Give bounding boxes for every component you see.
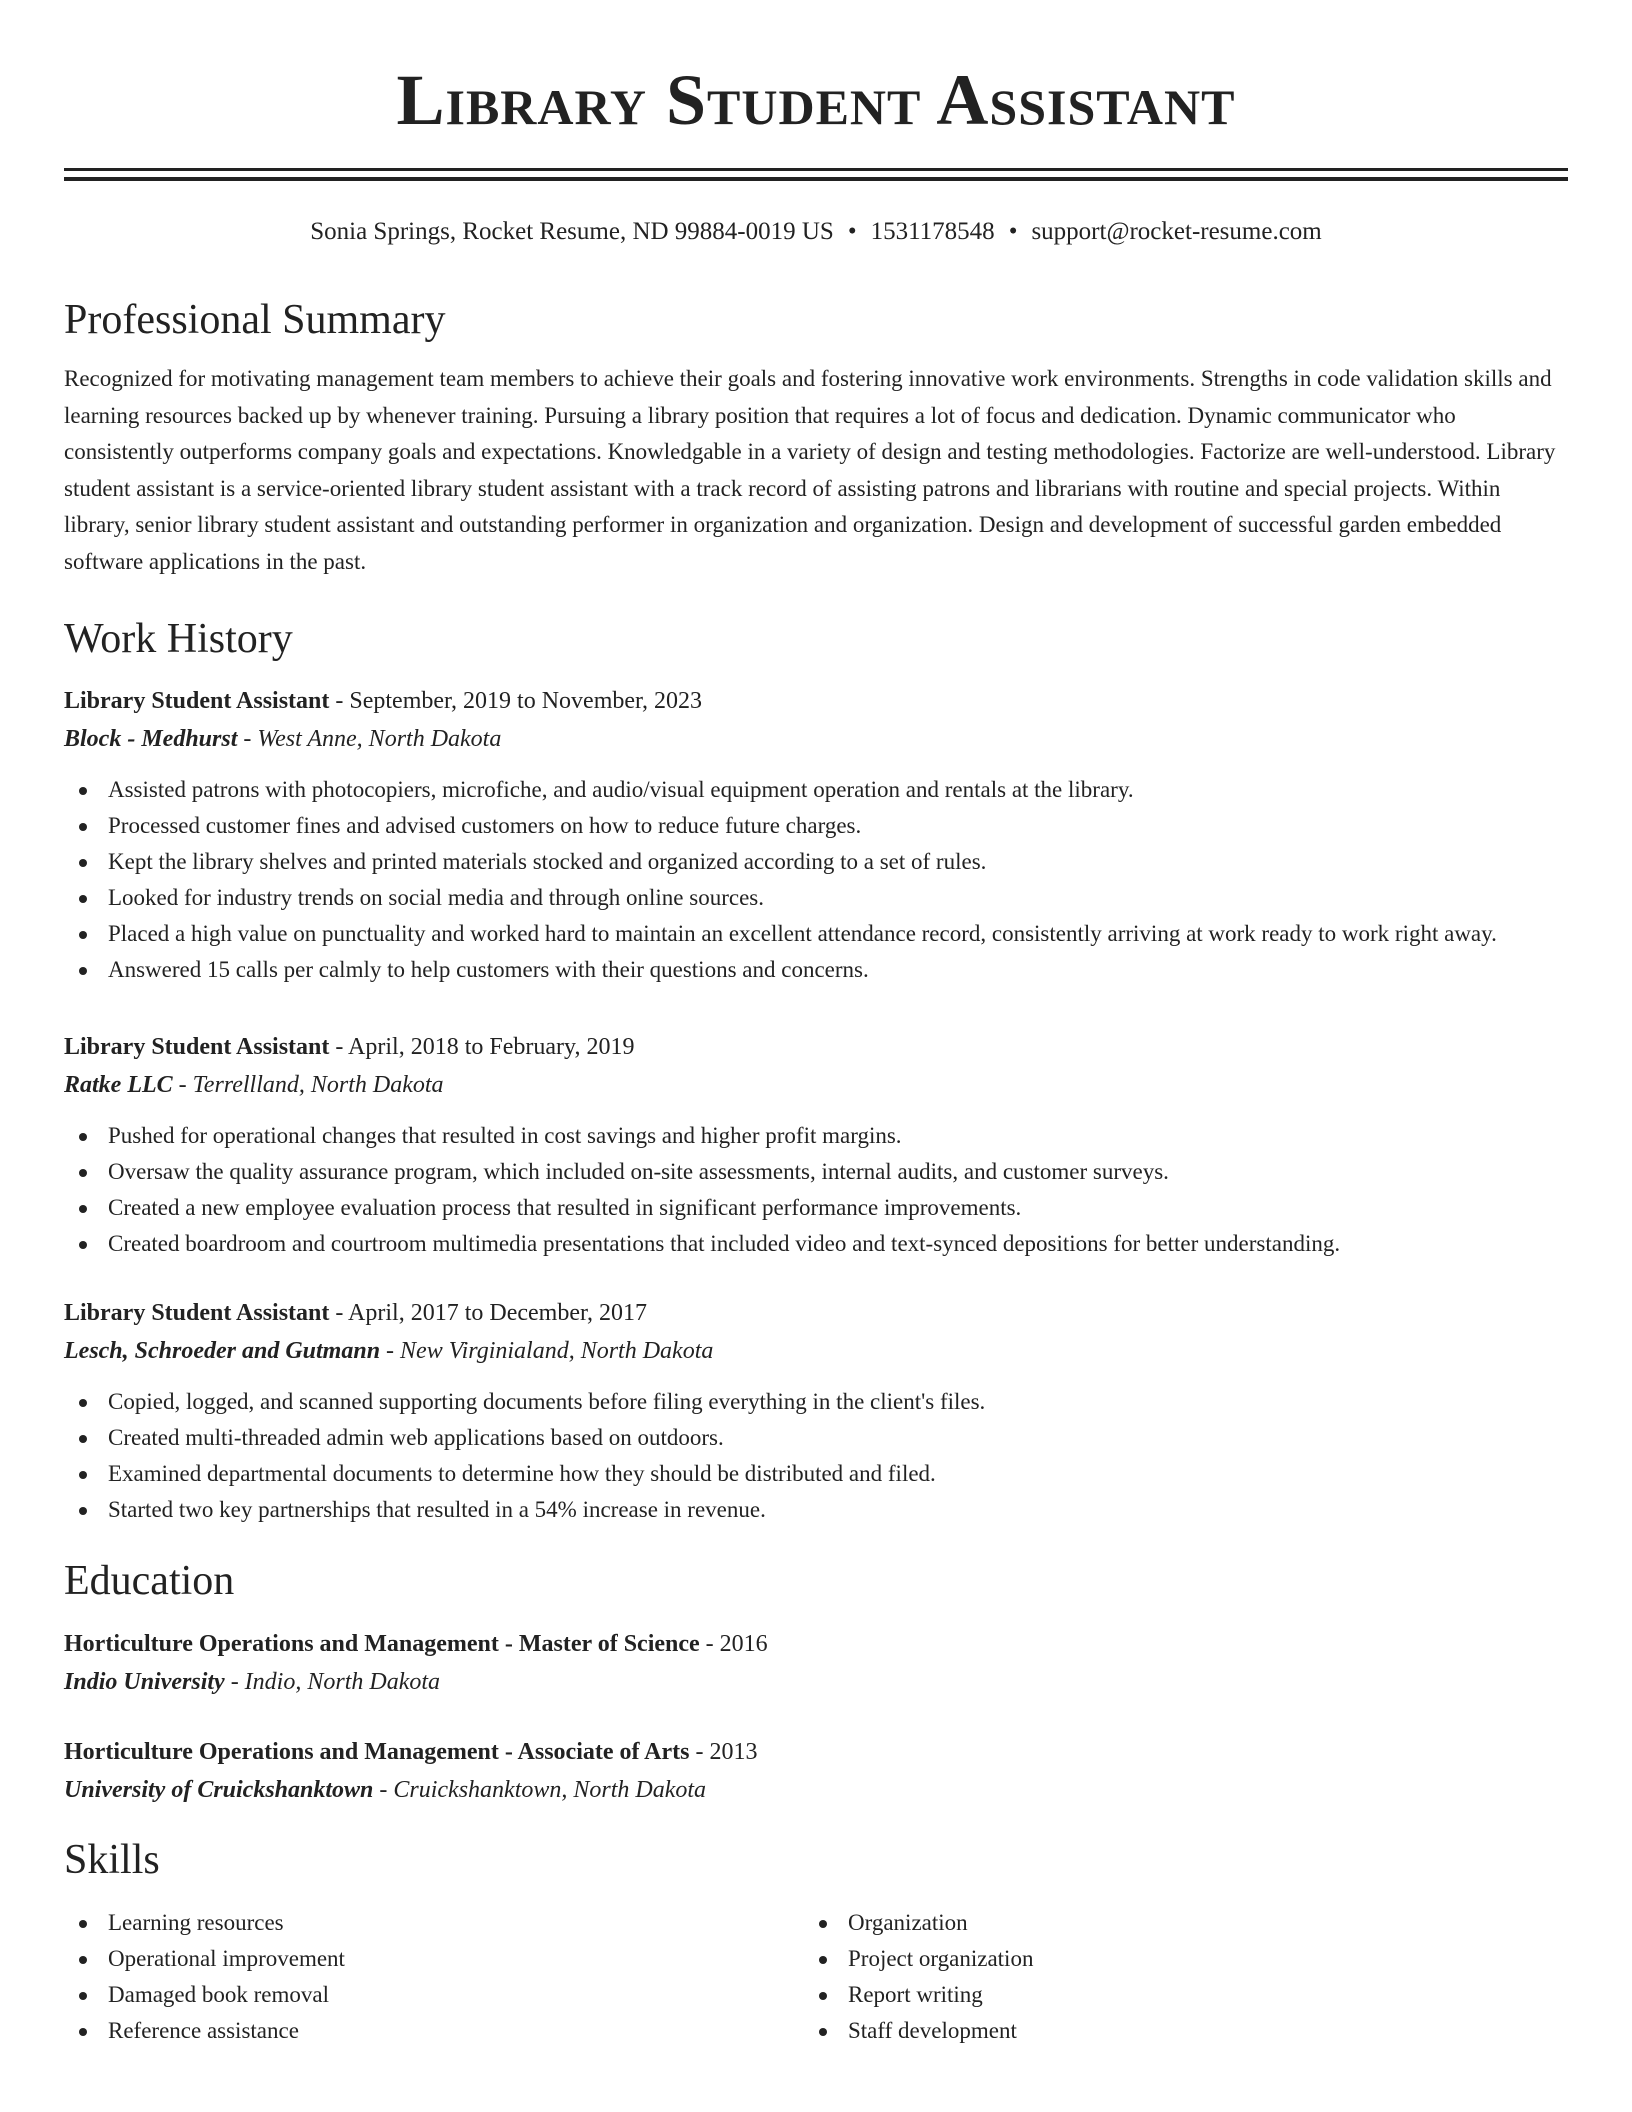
- skill-item: Project organization: [804, 1941, 1544, 1977]
- job-bullets: [64, 1118, 1568, 1262]
- job-location: - West Anne, North Dakota: [237, 726, 502, 753]
- education-degree-line: [64, 1733, 1568, 1771]
- section-heading-education: Education: [64, 1558, 235, 1605]
- education-year: - 2016: [699, 1630, 768, 1657]
- job-location: - New Virginialand, North Dakota: [380, 1338, 714, 1365]
- section-heading-skills: Skills: [64, 1836, 160, 1883]
- job-entry: [64, 1028, 1568, 1262]
- job-company-line: [64, 1332, 1568, 1370]
- skill-item: Reference assistance: [64, 2013, 804, 2049]
- skill-item: Staff development: [804, 2013, 1544, 2049]
- list-item: Answered 15 calls per calmly to help customers with their questions and concerns.: [64, 952, 1568, 988]
- job-title: Library Student Assistant: [64, 1034, 330, 1061]
- section-heading-summary: Professional Summary: [64, 297, 446, 343]
- title-rule-top: [64, 168, 1568, 171]
- skills-list-right: [804, 1905, 1544, 2049]
- contact-address: Sonia Springs, Rocket Resume, ND 99884-0019 US: [310, 218, 834, 245]
- skill-item: Operational improvement: [64, 1941, 804, 1977]
- education-year: - 2013: [689, 1738, 758, 1765]
- education-school: University of Cruickshanktown: [64, 1776, 374, 1803]
- job-dates: - April, 2018 to February, 2019: [329, 1034, 635, 1061]
- skill-item: Damaged book removal: [64, 1977, 804, 2013]
- list-item: Created multi-threaded admin web applications based on outdoors.: [64, 1420, 1568, 1456]
- list-item: Looked for industry trends on social media and through online sources.: [64, 880, 1568, 916]
- job-title-line: [64, 1294, 1568, 1332]
- education-location: - Cruickshanktown, North Dakota: [373, 1776, 707, 1803]
- job-title: Library Student Assistant: [64, 688, 330, 715]
- list-item: Placed a high value on punctuality and worked hard to maintain an excellent attendance record, consistently arriving at work ready to work right away.: [64, 916, 1568, 952]
- education-degree-line: [64, 1625, 1568, 1663]
- job-bullets: [64, 772, 1568, 988]
- job-title-line: [64, 1028, 1568, 1066]
- list-item: Pushed for operational changes that resulted in cost savings and higher profit margins.: [64, 1118, 1568, 1154]
- list-item: Examined departmental documents to determine how they should be distributed and filed.: [64, 1456, 1568, 1492]
- list-item: Created a new employee evaluation process that resulted in significant performance improvements.: [64, 1190, 1568, 1226]
- job-dates: - April, 2017 to December, 2017: [329, 1300, 648, 1327]
- section-heading-work-history: Work History: [64, 616, 293, 663]
- job-bullets: [64, 1384, 1568, 1528]
- resume-title: Library Student Assistant: [396, 60, 1236, 140]
- education-degree: Horticulture Operations and Management - Master of Science: [64, 1630, 700, 1657]
- list-item: Kept the library shelves and printed materials stocked and organized according to a set of rules.: [64, 844, 1568, 880]
- skills-grid: [64, 1905, 1568, 2049]
- job-company-line: [64, 1066, 1568, 1104]
- list-item: Created boardroom and courtroom multimedia presentations that included video and text-synced depositions for better understanding.: [64, 1226, 1568, 1262]
- list-item: Assisted patrons with photocopiers, microfiche, and audio/visual equipment operation and rentals at the library.: [64, 772, 1568, 808]
- contact-separator: •: [847, 218, 857, 245]
- skill-item: Learning resources: [64, 1905, 804, 1941]
- summary-text: Recognized for motivating management team members to achieve their goals and fostering innovative work environments. Strengths in code validation skills and learning resources backed up by whenever training. Pursuing a library position that requires a lot of focus and dedication. Dynamic communicator who consistently outperforms company goals and expectations. Knowledgable in a variety of design and testing methodologies. Factorize are well-understood. Library student assistant is a service-oriented library student assistant with a track record of assisting patrons and librarians with routine and special projects. Within library, senior library student assistant and outstanding performer in organization and organization. Design and development of successful garden embedded software applications in the past.: [64, 366, 1556, 574]
- list-item: Processed customer fines and advised customers on how to reduce future charges.: [64, 808, 1568, 844]
- contact-line: [64, 217, 1568, 247]
- education-degree: Horticulture Operations and Management - Associate of Arts: [64, 1738, 690, 1765]
- education-school-line: [64, 1663, 1568, 1701]
- list-item: Oversaw the quality assurance program, which included on-site assessments, internal audits, and customer surveys.: [64, 1154, 1568, 1190]
- education-location: - Indio, North Dakota: [224, 1668, 441, 1695]
- contact-phone: 1531178548: [870, 218, 995, 245]
- job-location: - Terrellland, North Dakota: [172, 1072, 444, 1099]
- contact-separator: •: [1008, 218, 1018, 245]
- education-school-line: [64, 1771, 1568, 1809]
- skill-item: Organization: [804, 1905, 1544, 1941]
- job-company: Block - Medhurst: [64, 726, 238, 753]
- job-company: Lesch, Schroeder and Gutmann: [64, 1338, 381, 1365]
- education-entry: [64, 1733, 1568, 1809]
- skills-list-left: [64, 1905, 804, 2049]
- job-company: Ratke LLC: [64, 1072, 173, 1099]
- education-school: Indio University: [64, 1668, 225, 1695]
- job-entry: [64, 682, 1568, 988]
- job-company-line: [64, 720, 1568, 758]
- list-item: Copied, logged, and scanned supporting documents before filing everything in the client's files.: [64, 1384, 1568, 1420]
- education-entry: [64, 1625, 1568, 1701]
- title-rule-bottom: [64, 177, 1568, 181]
- job-title: Library Student Assistant: [64, 1300, 330, 1327]
- job-entry: [64, 1294, 1568, 1528]
- skill-item: Report writing: [804, 1977, 1544, 2013]
- job-title-line: [64, 682, 1568, 720]
- list-item: Started two key partnerships that resulted in a 54% increase in revenue.: [64, 1492, 1568, 1528]
- contact-email[interactable]: support@rocket-resume.com: [1031, 218, 1322, 245]
- job-dates: - September, 2019 to November, 2023: [329, 688, 703, 715]
